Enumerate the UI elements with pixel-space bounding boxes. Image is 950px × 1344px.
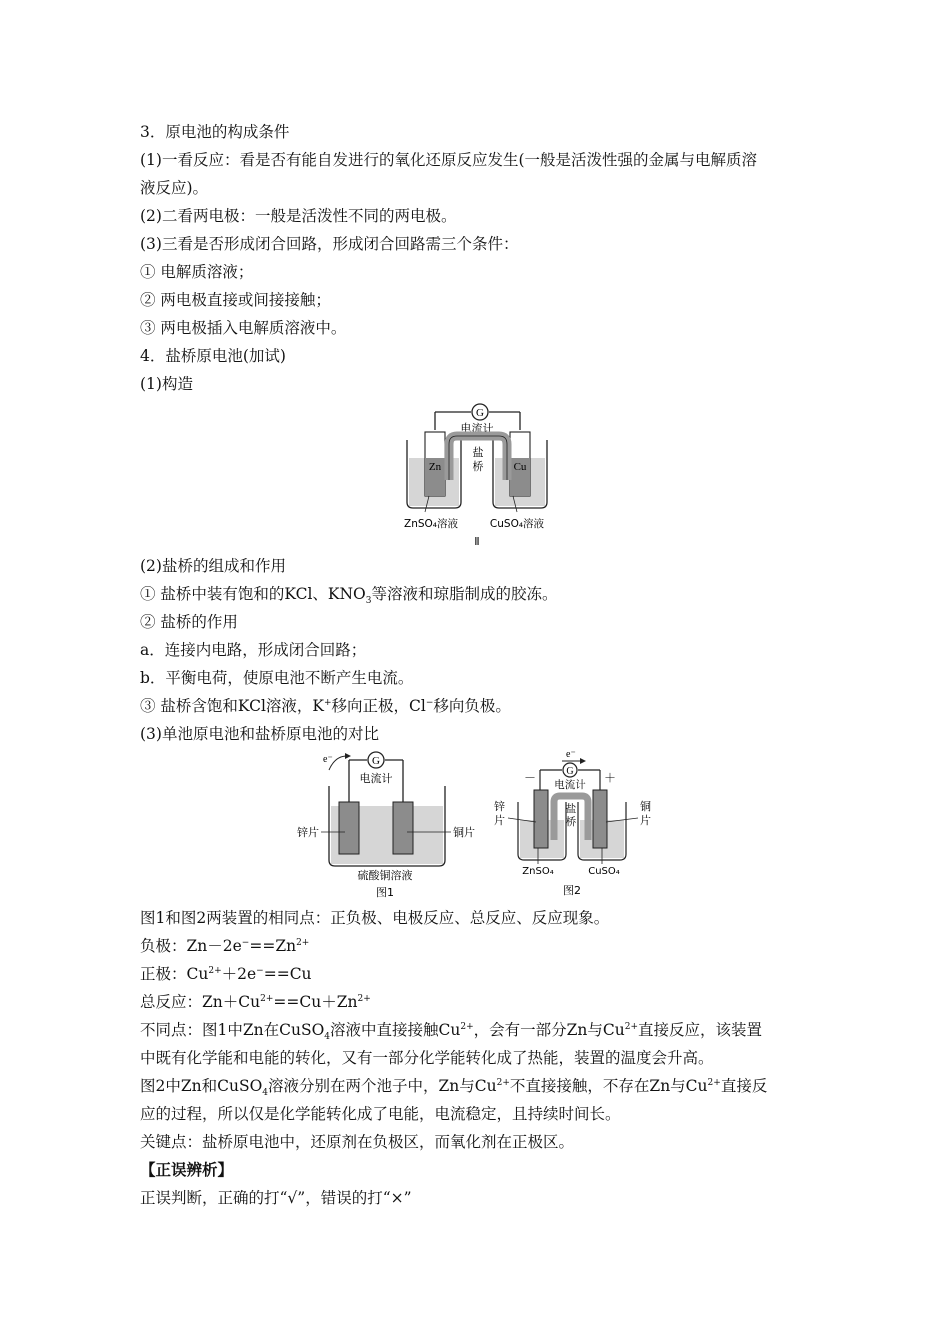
- negative-sign: －: [524, 771, 537, 785]
- paragraph-line: 应的过程，所以仅是化学能转化成了电能，电流稳定，且持续时间长。: [140, 1105, 621, 1123]
- paragraph-line: (2)二看两电极：一般是活泼性不同的两电极。: [140, 207, 457, 225]
- solution-label: 硫酸铜溶液: [357, 869, 413, 882]
- salt-bridge-label-2: 桥: [472, 460, 484, 473]
- list-item: b．平衡电荷，使原电池不断产生电流。: [140, 669, 414, 687]
- meter-label: 电流计: [554, 779, 586, 791]
- copper-label-1: 铜: [640, 800, 651, 813]
- right-solution-label: CuSO₄: [588, 866, 620, 877]
- salt-bridge-label-1: 盐: [472, 446, 484, 459]
- paragraph-line: 液反应)。: [140, 179, 209, 197]
- list-item: ② 两电极直接或间接接触；: [140, 291, 331, 309]
- paragraph-line: 不同点：图1中Zn在CuSO$_4$溶液中直接接触$Cu^{2+}$，会有一部分Zn与$Cu^{2+}$直接反应，该装置: [140, 1021, 763, 1043]
- electron-label: e⁻: [566, 749, 576, 760]
- list-item: ① 电解质溶液；: [140, 263, 254, 281]
- paragraph-line: (1)一看反应：看是否有能自发进行的氧化还原反应发生(一般是活泼性强的金属与电解质溶: [140, 151, 758, 169]
- list-item: ② 盐桥的作用: [140, 613, 238, 631]
- zinc-label: 锌片: [297, 826, 319, 839]
- copper-plate: [393, 802, 413, 854]
- equation-overall: 总反应：$Zn+Cu^{2+}==Cu+Zn^{2+}$: [140, 993, 371, 1011]
- meter-label: 电流计: [359, 772, 393, 785]
- paragraph-line: 正误判断，正确的打“√”，错误的打“×”: [140, 1189, 412, 1207]
- copper-label-2: 片: [640, 814, 651, 827]
- right-solution-label: CuSO₄溶液: [489, 518, 545, 530]
- list-item: ③ 盐桥含饱和KCl溶液，K+移向正极，Cl−移向负极。: [140, 697, 511, 715]
- electron-label: e⁻: [323, 754, 333, 765]
- zinc-label-1: 锌: [494, 800, 505, 813]
- figure-caption: 图2: [563, 884, 581, 897]
- positive-sign: ＋: [604, 771, 617, 785]
- list-item: ① 盐桥中装有饱和的KCl、$KNO_3$等溶液和琼脂制成的胶冻。: [140, 585, 558, 607]
- figure-caption: 图1: [376, 886, 394, 899]
- paragraph-line: 图2中Zn和CuSO$_4$溶液分别在两个池子中，Zn与$Cu^{2+}$不直接接触，不存在Zn与$Cu^{2+}$直接反: [140, 1077, 768, 1099]
- subheading: (3)单池原电池和盐桥原电池的对比: [140, 725, 379, 743]
- paragraph-line: 图1和图2两装置的相同点：正负极、电极反应、总反应、反应现象。: [140, 909, 610, 927]
- left-solution-label: ZnSO₄: [522, 866, 554, 877]
- section-heading-4: 4．盐桥原电池(加试): [140, 347, 286, 365]
- single-cell-figure-1: [295, 748, 475, 900]
- copper-label: 铜片: [453, 826, 475, 839]
- meter-symbol: G: [566, 766, 574, 777]
- salt-bridge-cell-figure: [395, 400, 565, 552]
- left-solution-label: ZnSO₄溶液: [404, 518, 458, 530]
- list-item: ③ 两电极插入电解质溶液中。: [140, 319, 347, 337]
- paragraph-line: 关键点：盐桥原电池中，还原剂在负极区，而氧化剂在正极区。: [140, 1133, 575, 1151]
- meter-symbol: G: [372, 755, 380, 767]
- zinc-label-2: 片: [494, 814, 505, 827]
- meter-symbol: G: [476, 407, 484, 419]
- zn-label: Zn: [428, 461, 442, 473]
- salt-bridge-cell-figure-2: [488, 748, 668, 900]
- list-item: a．连接内电路，形成闭合回路；: [140, 641, 367, 659]
- paragraph-line: 中既有化学能和电能的转化，又有一部分化学能转化成了热能，装置的温度会升高。: [140, 1049, 714, 1067]
- equation-negative: 负极：$Zn-2e^-==Zn^{2+}$: [140, 937, 310, 955]
- section-heading-3: 3．原电池的构成条件: [140, 123, 290, 141]
- paragraph-line: (3)三看是否形成闭合回路，形成闭合回路需三个条件：: [140, 235, 519, 253]
- salt-bridge-label-1: 盐: [565, 803, 577, 815]
- meter-label: 电流计: [460, 422, 494, 435]
- figure-caption: Ⅱ: [474, 536, 480, 548]
- zinc-plate: [339, 802, 359, 854]
- equation-positive: 正极：$Cu^{2+}+2e^-==Cu$: [140, 965, 312, 983]
- salt-bridge-label-2: 桥: [565, 816, 577, 828]
- subheading: (2)盐桥的组成和作用: [140, 557, 286, 575]
- subheading: (1)构造: [140, 375, 193, 393]
- section-label: 【正误辨析】: [140, 1160, 234, 1179]
- cu-label: Cu: [513, 461, 527, 473]
